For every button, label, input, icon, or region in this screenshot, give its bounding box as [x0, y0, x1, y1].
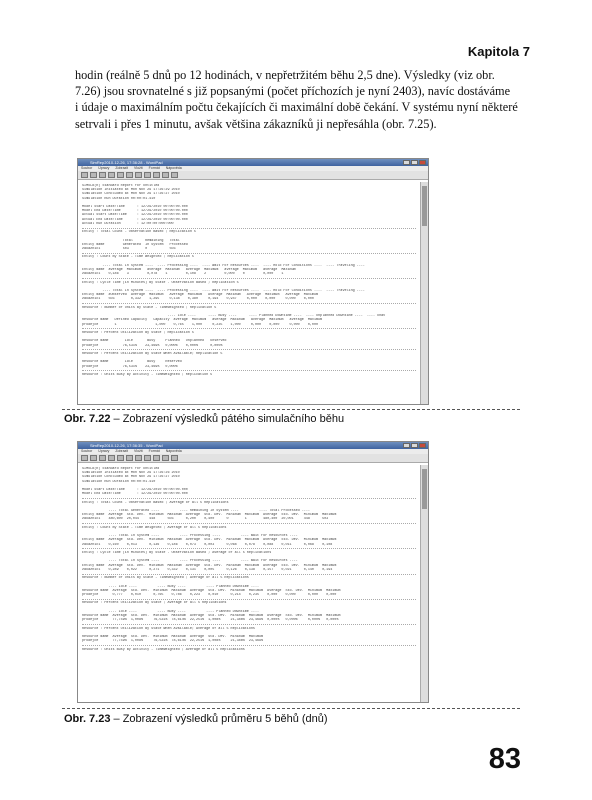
menu-item: Formát	[148, 449, 160, 453]
report-line: prodejce 76,531% 23,469% 0,000%	[82, 364, 178, 369]
find-icon	[126, 455, 133, 461]
paste-icon	[153, 455, 160, 461]
body-line: setrvali i přes 1 minutu, avšak většina zákazníků ji nepřesáhla (obr. 7.25).	[75, 116, 437, 131]
page-number: 83	[488, 743, 521, 775]
report-line: Resource Name Idle Busy Planned Unplanned Unserved	[82, 339, 227, 344]
report-separator	[82, 574, 416, 575]
report-line: Total Remaining Total	[82, 238, 180, 243]
body-line: hodin (reálně 5 dnů po 12 hodinách, v nepřetržitém běhu 2,5 dne). Výsledky (viz obr.	[75, 68, 495, 82]
cut-icon	[135, 455, 142, 461]
report-separator	[82, 278, 416, 279]
report-line: Model Start Date/Time : 12/29/2010 00:00:00.000	[82, 488, 188, 492]
window-controls	[403, 443, 426, 448]
vertical-scrollbar	[420, 182, 428, 404]
report-line: Resource : Percent Utilization By State When Available; Replication 5	[82, 351, 223, 356]
report-line: ---- Idle ---- ---- Busy ---- ---- Planned Downtime ----	[82, 584, 260, 589]
report-line: Simulation Concluded at Mon Nov 29 17:26:27 2010	[82, 475, 180, 480]
figure-label: Obr. 7.22	[64, 413, 111, 425]
report-separator	[82, 523, 416, 524]
report-line: Entity : Cycle Time (in Minutes) By State - Observation Based ; Replication 5	[82, 280, 239, 285]
body-line: i údaje o maximálním počtu čekajících či maximální době čekání. V systému nyní některé	[75, 100, 518, 115]
report-line: Actual End Date/Time : 12/29/2010 00:00:00.000	[82, 217, 188, 222]
report-separator	[82, 498, 416, 499]
close-icon	[419, 443, 426, 448]
preview-icon	[117, 172, 124, 178]
report-line: Simulation Run Duration 00:00:01.410	[82, 196, 156, 201]
figure-caption	[64, 413, 344, 425]
report-line: prodejce 77,749% 1,008% 76,531% 78,614% 22,251% 1,008% 21,386% 23,469% 0,000% 0,000% 0,000% 0,000%	[82, 618, 339, 623]
report-separator	[82, 228, 416, 229]
report-separator	[82, 328, 416, 329]
minimize-icon	[403, 443, 410, 448]
report-line: Entity : Total Count - Observation Based ; Average of all 5 Replications	[82, 500, 229, 505]
report-line: Resource Name Defined Capacity Capacity average Maximum average Maximum average Maximum average Maximum	[82, 318, 323, 323]
report-line: Resource Name Average Std. Dev. Minimum Maximum Average Std. Dev. Minimum Maximum Average Std. Dev. Minimum Maximum	[82, 613, 341, 618]
new-document-icon	[81, 172, 88, 178]
window-title: SimRep2010-12-26, 17:36:35 - WordPad	[90, 443, 163, 448]
report-line: ---- Idle ---- ---- Busy ---- ---- Planned Downtime ----	[82, 609, 260, 614]
menu-item: Soubor	[81, 166, 93, 170]
preview-icon	[117, 455, 124, 461]
window-titlebar	[78, 442, 428, 449]
report-separator	[82, 370, 416, 371]
figure-caption	[64, 713, 328, 725]
report-line: Model End Date/Time : 12/29/2010 00:00:00.000	[82, 209, 188, 214]
date-time-icon	[171, 455, 178, 461]
menu-item: Formát	[148, 166, 160, 170]
report-line: ---- Total In System ---- ---- Processing ---- ---- Wait For Resources ----	[82, 534, 298, 539]
undo-icon	[162, 172, 169, 178]
report-line: Resource Name Average Std. Dev. Minimum Maximum Average Std. Dev. Minimum Maximum	[82, 634, 264, 639]
report-separator	[82, 349, 416, 350]
cut-icon	[135, 172, 142, 178]
report-line: prodejce 77,749% 1,008% 76,531% 78,614% 22,251% 1,008% 21,386% 23,469%	[82, 639, 264, 644]
report-line: zakaznici 503 0 503	[82, 247, 176, 251]
menu-item: Úpravy	[98, 166, 110, 170]
report-line: Simulation Run Duration 00:00:01.410	[82, 479, 156, 484]
report-line: Entity Name average Maximum average Maximum average Maximum average Maximum average Maximum	[82, 267, 296, 272]
report-line: Resource Name Average Std. Dev. Minimum Maximum Average Std. Dev. Minimum Maximum Average Std. Dev. Minimum Maximum	[82, 588, 341, 593]
figure-screenshot-wordpad	[77, 158, 429, 405]
report-line: zakaznici 0,160 0,013 0,136 0,186 0,073 0,003 0,068 0,078 0,088 0,011 0,068 0,108	[82, 542, 333, 547]
print-icon	[108, 455, 115, 461]
report-line: Entity Name Average Std. Dev. Minimum Maximum Average Std. Dev. Minimum Maximum Average Std. Dev. Minimum Maximum	[82, 563, 337, 568]
report-line: Entity Name #Observed Average Maximum Average Maximum Average Maximum Average Maximum Average Maximum	[82, 293, 319, 298]
report-line: Simulation Concluded at Mon Nov 29 17:26:27 2010	[82, 192, 180, 197]
date-time-icon	[171, 172, 178, 178]
report-line: Resource : Number of Units By State - TimeWeighted ; Replication 5	[82, 305, 217, 310]
report-line: prodejce 0,777 0,010 0,765 0,786 0,223 0,010 0,214 0,235 0,000 0,000 0,000 0,000	[82, 592, 337, 597]
report-line: SIMUL8(R) Standard Report for Untitled	[82, 467, 160, 471]
body-paragraph	[75, 67, 530, 132]
scrollbar-thumb	[422, 469, 427, 509]
menu-item: Zobrazit	[115, 449, 129, 453]
menu-item: Vložit	[134, 449, 143, 453]
copy-icon	[144, 172, 151, 178]
report-line: zakaznici 503 0,332 1,295 0,138 0,380 0,194 0,947 0,000 0,000 0,000 0,000	[82, 297, 314, 302]
report-separator	[82, 599, 416, 600]
undo-icon	[162, 455, 169, 461]
report-line: SIMUL8(R) Standard Report for Untitled	[82, 184, 160, 188]
report-line: Actual Run Duration : 12:00:00:000:000	[82, 221, 174, 226]
report-line: Resource : Percent Utilization By State When Available; Average of all 5 Replications	[82, 626, 255, 631]
window-controls	[403, 160, 426, 165]
report-line: Actual Start Date/Time : 12/29/2010 00:00:00.000	[82, 213, 188, 218]
report-line: Resource : Percent Utilization By State ; Average of all 5 Replications	[82, 601, 227, 606]
report-separator	[82, 303, 416, 304]
new-document-icon	[81, 455, 88, 461]
menu-item: Nápověda	[165, 449, 182, 453]
figure-caption-text: – Zobrazení výsledků pátého simulačního běhu	[110, 413, 345, 425]
report-line: prodejce 76,531% 23,469% 0,000% 0,000% 0,000%	[82, 343, 223, 348]
menu-item: Nápověda	[165, 166, 182, 170]
find-icon	[126, 172, 133, 178]
report-line: Entity Name Average Std. Dev. Minimum Maximum Average Std. Dev. Minimum Maximum Average Std. Dev. Minimum Maximum	[82, 513, 337, 518]
report-separator	[82, 624, 416, 625]
figure-caption-text: – Zobrazení výsledků průměru 5 běhů (dnů)	[110, 713, 328, 725]
menu-item: Zobrazit	[115, 166, 129, 170]
toolbar	[78, 171, 428, 180]
report-line: Entity Name Generated In System Processed	[82, 242, 188, 247]
report-line: Entity : Cycle Time (in Minutes) By State - Observation Based ; Average of all 5 Replications	[82, 550, 272, 555]
maximize-icon	[411, 443, 418, 448]
menu-item: Úpravy	[98, 449, 110, 453]
report-document	[78, 182, 420, 404]
menu-item: Vložit	[134, 166, 143, 170]
open-icon	[90, 172, 97, 178]
report-line: Entity : Count By State - Time Weighted ; Average of all 5 Replications	[82, 525, 227, 530]
report-line: Entity : Count By State - Time Weighted ; Replication 5	[82, 255, 194, 260]
caption-divider	[62, 409, 520, 410]
report-separator	[82, 548, 416, 549]
caption-divider	[62, 708, 520, 709]
close-icon	[419, 160, 426, 165]
report-line: ---- Total In System ---- ---- Processing ---- ---- Wait For Resources ---- ---- Hold For Conditions ---- ---- Traveling ----	[82, 263, 365, 268]
minimize-icon	[403, 160, 410, 165]
print-icon	[108, 172, 115, 178]
save-icon	[99, 455, 106, 461]
report-line: ---- Total In System ---- ---- Processing ---- ---- Wait For Resources ----	[82, 559, 298, 564]
report-line: zakaznici 0,289 0,022 0,271 0,332 0,131 0,005 0,126 0,138 0,157 0,021 0,140 0,194	[82, 567, 333, 572]
report-line: zakaznici 0,186 3 0,078 1 0,108 2 0,000 0 0,000 1	[82, 272, 284, 277]
report-line: Entity : Total Count - Observation Based ; Replication 5	[82, 230, 196, 235]
vertical-scrollbar	[420, 465, 428, 702]
report-separator	[82, 253, 416, 254]
report-line: ---- Idle ---- ---- Busy ---- ---- Planned Downtime ---- ---- Unplanned Downtime ---- ---- Unav	[82, 314, 386, 319]
body-line: 7.26) jsou srovnatelné s již popsanými (počet příchozích je nyní 2403), navíc dostáváme	[75, 84, 511, 99]
figure-label: Obr. 7.23	[64, 713, 111, 725]
report-line: ---- Total Generated ---- ---- Remaining In System ---- ---- Total Processed ----	[82, 508, 310, 513]
report-separator	[82, 645, 416, 646]
paste-icon	[153, 172, 160, 178]
figure-screenshot-wordpad	[77, 441, 429, 703]
report-document	[78, 465, 420, 702]
report-line: prodejce 1 1,000 0,765 1,000 0,235 1,000 0,000 0,000 0,000 0,000	[82, 322, 319, 327]
report-line: Model End Date/Time : 12/29/2010 00:00:00.000	[82, 492, 188, 497]
open-icon	[90, 455, 97, 461]
chapter-heading: Kapitola 7	[467, 44, 530, 59]
report-line: zakaznici 480,600 20,044 448 503 0,200 0,400 0 1 480,400 20,001 448 503	[82, 517, 329, 522]
toolbar	[78, 454, 428, 463]
report-line: Resource : Units Busy By Activity - TimeWeighted ; Replication 5	[82, 372, 213, 377]
report-line: Entity Name Average Std. Dev. Minimum Maximum Average Std. Dev. Minimum Maximum Average Std. Dev. Minimum Maximum	[82, 538, 337, 543]
scrollbar-thumb	[422, 186, 427, 226]
report-line: ---- Total In System ---- ---- Processing ---- ---- Wait For Resources ---- ---- Hold For Conditions ---- ---- Traveling ----	[82, 288, 365, 293]
copy-icon	[144, 455, 151, 461]
report-line: Resource Name Idle Busy Reserved	[82, 360, 182, 365]
report-line: Resource : Percent Utilization By State ; Replication 5	[82, 330, 194, 335]
maximize-icon	[411, 160, 418, 165]
report-line: Resource : Units Busy By Activity - TimeWeighted ; Average of all 5 Replications	[82, 647, 245, 652]
report-line: Resource : Number of Units By State - TimeWeighted ; Average of all 5 Replications	[82, 576, 249, 581]
report-line: Simulation Initiated at Mon Nov 29 17:26:26 2010	[82, 471, 180, 476]
window-titlebar	[78, 159, 428, 166]
menu-item: Soubor	[81, 449, 93, 453]
report-line: Simulation Initiated at Mon Nov 29 17:26:29 2010	[82, 188, 180, 193]
report-line: Model Start Date/Time : 12/29/2010 00:00:00.000	[82, 205, 188, 209]
window-title: SimRep2010-12-26, 17:36:28 - WordPad	[90, 160, 163, 165]
save-icon	[99, 172, 106, 178]
